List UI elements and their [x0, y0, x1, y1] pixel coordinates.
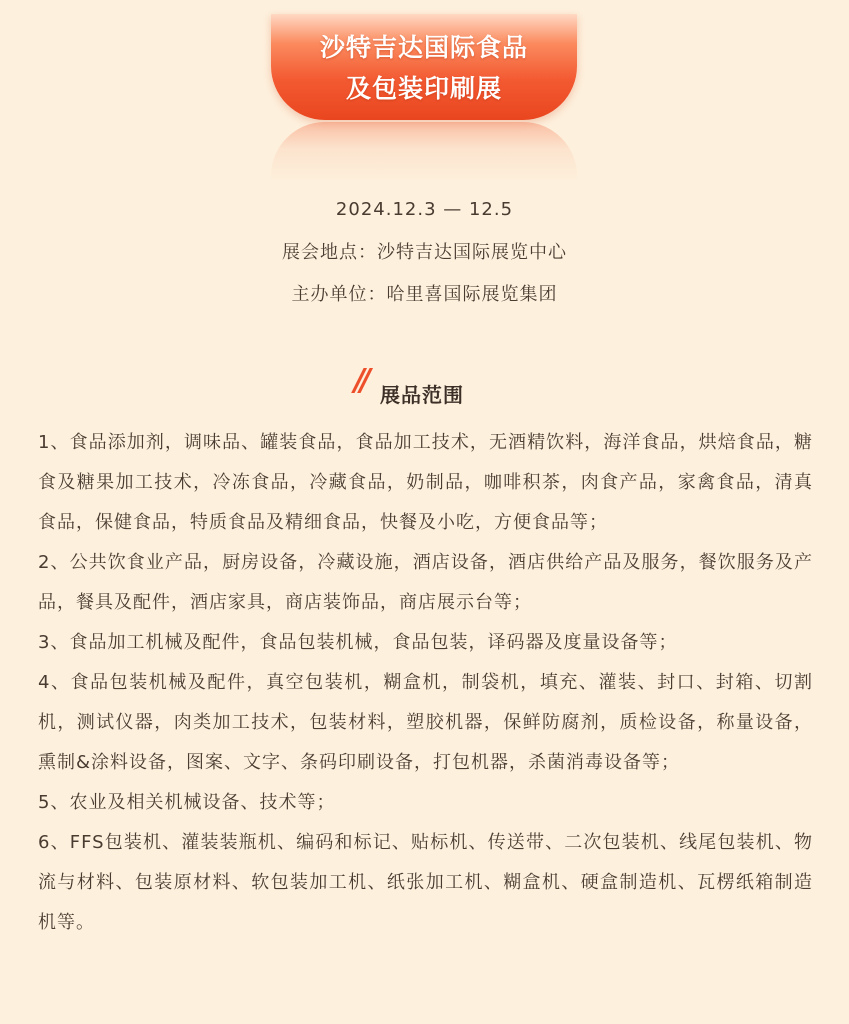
- banner-title-line2: 及包装印刷展: [345, 74, 502, 103]
- section-title: 展品范围: [380, 383, 464, 407]
- list-item: 6、FFS包装机、灌装装瓶机、编码和标记、贴标机、传送带、二次包装机、线尾包装机、物流与材料、包装原材料、软包装加工机、纸张加工机、糊盒机、硬盒制造机、瓦楞纸箱制造机等。: [38, 832, 813, 933]
- section-header: [0, 364, 849, 408]
- event-venue: 展会地点：沙特吉达国际展览中心: [282, 242, 567, 263]
- double-slash-icon: //: [354, 363, 366, 398]
- list-item: 3、食品加工机械及配件，食品包装机械，食品包装，译码器及度量设备等；: [38, 632, 678, 653]
- list-item: 2、公共饮食业产品，厨房设备，冷藏设施，酒店设备，酒店供给产品及服务，餐饮服务及产品，餐具及配件，酒店家具，商店装饰品，商店展示台等；: [38, 552, 813, 613]
- banner-reflection: [271, 122, 577, 182]
- list-item: 5、农业及相关机械设备、技术等；: [38, 792, 336, 813]
- banner-title-line1: 沙特吉达国际食品: [319, 33, 528, 62]
- event-organizer: 主办单位：哈里喜国际展览集团: [291, 284, 558, 305]
- list-item: 4、食品包装机械及配件，真空包装机，糊盒机，制袋机，填充、灌装、封口、封箱、切割机，测试仪器，肉类加工技术，包装材料，塑胶机器，保鲜防腐剂，质检设备，称量设备，熏制&涂料设备，图案、文字、条码印刷设备，打包机器，杀菌消毒设备等；: [38, 672, 813, 773]
- title-banner: [271, 14, 577, 174]
- list-item: 1、食品添加剂，调味品、罐装食品，食品加工技术，无酒精饮料，海洋食品，烘焙食品，糖食及糖果加工技术，冷冻食品，冷藏食品，奶制品，咖啡积茶，肉食产品，家禽食品，清真食品，保健食品，特质食品及精细食品，快餐及小吃，方便食品等；: [38, 432, 813, 533]
- event-date: 2024.12.3 — 12.5: [335, 199, 514, 220]
- exhibit-scope-list: [38, 423, 813, 943]
